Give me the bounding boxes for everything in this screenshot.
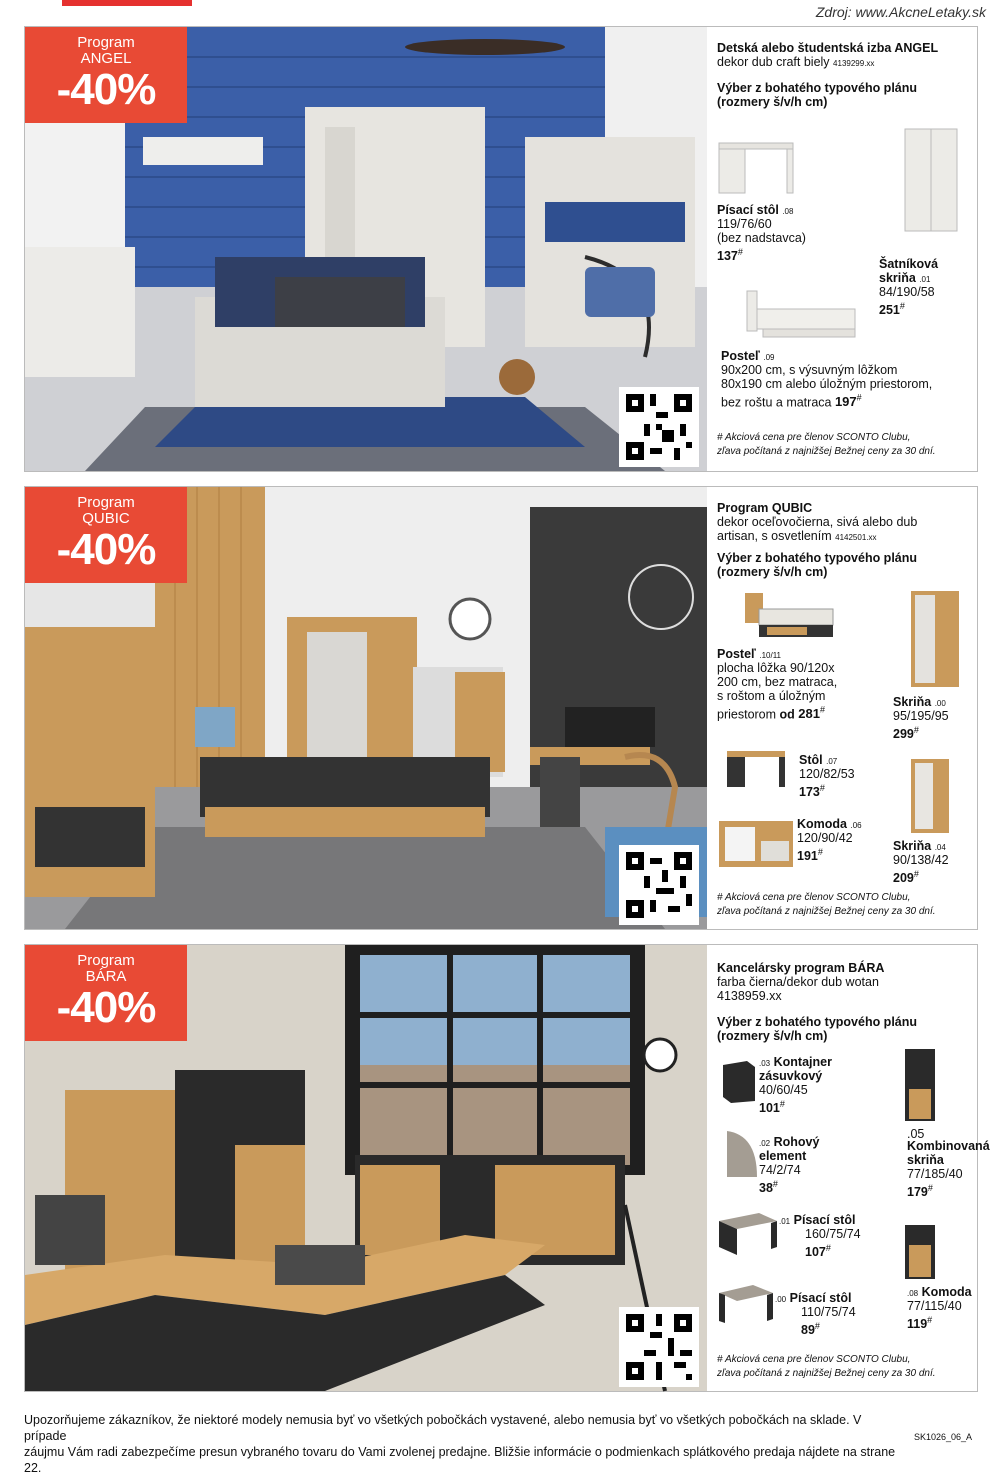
desk-large-thumbnail [715, 1207, 781, 1259]
choice-heading: Výber z bohatého typového plánu [717, 81, 918, 95]
commode-thumbnail [901, 1221, 939, 1283]
bara-info [707, 945, 990, 1391]
item-corner-price [759, 1177, 778, 1195]
price-value: 173 [799, 785, 820, 800]
item-commode-code: .08 [907, 1289, 919, 1298]
item-bed-name: Posteľ [717, 647, 756, 661]
item-bed-line3: s roštom a úložným [717, 689, 826, 703]
price-value: 209 [893, 871, 914, 886]
note-line1: Akciová cena pre členov SCONTO Clubu, [724, 432, 911, 443]
angel-info [707, 27, 977, 471]
choice-heading: Výber z bohatého typového plánu [717, 1015, 918, 1029]
item-bed-line2: 80x190 cm alebo úložným priestorom, [721, 377, 933, 391]
price-mark: # [737, 247, 743, 257]
price-value: 299 [893, 727, 914, 742]
qr-code[interactable] [619, 845, 699, 925]
section-bara [24, 944, 990, 1392]
product-subtitle2: artisan, s osvetlením [717, 529, 832, 543]
price-mark: # [779, 1099, 785, 1109]
item-desk-note: (bez nadstavca) [717, 231, 806, 245]
badge-name: QUBIC [82, 510, 130, 527]
item-shelf-price [893, 867, 919, 885]
item-commode-dims: 77/115/40 [907, 1299, 962, 1313]
item-cabinet-name2: skriňa [907, 1153, 944, 1167]
page-code: SK1026_06_A [913, 1432, 972, 1442]
item-desk-price [799, 781, 825, 799]
item-desk-small-dims: 110/75/74 [801, 1305, 856, 1319]
desk-thumbnail [715, 139, 797, 197]
source-label: Zdroj: www.AkcneLetaky.sk [815, 4, 986, 20]
product-subtitle-row [717, 55, 874, 71]
item-cabinet-code: .05 [907, 1127, 925, 1141]
item-bed-line1: plocha lôžka 90/120x [717, 661, 835, 675]
price-value: 251 [879, 303, 900, 318]
item-cabinet-name: Kombinovaná [907, 1139, 990, 1153]
item-wardrobe-name: Skriňa [893, 695, 932, 709]
combined-cabinet-thumbnail [901, 1045, 939, 1125]
item-desk-large-code: .01 [779, 1217, 791, 1226]
product-code: 4139299.xx [833, 59, 875, 68]
price-mark: # [772, 1179, 778, 1189]
price-mark: # [819, 783, 825, 793]
price-value: 179 [907, 1185, 928, 1200]
wardrobe-thumbnail [907, 587, 963, 691]
price-value: 107 [805, 1245, 826, 1260]
item-desk-name: Písací stôl [717, 203, 779, 217]
note-mark: # [717, 432, 723, 443]
product-subtitle: farba čierna/dekor dub wotan [717, 975, 879, 989]
item-container-dims: 40/60/45 [759, 1083, 808, 1097]
item-desk-large-name: Písací stôl [793, 1213, 856, 1227]
item-bed-price [835, 394, 862, 409]
price-value: 137 [717, 249, 738, 264]
price-mark: # [927, 1315, 933, 1325]
item-desk-large-dims: 160/75/74 [805, 1227, 861, 1241]
badge-discount: -40% [56, 525, 156, 574]
choice-heading-dims: (rozmery š/v/h cm) [717, 1029, 828, 1043]
container-thumbnail [719, 1057, 759, 1105]
item-wardrobe-price [893, 723, 919, 741]
item-bed-prefix: od [779, 707, 795, 722]
price-mark: # [820, 705, 826, 715]
badge-name: ANGEL [80, 50, 132, 67]
price-value: 191 [797, 849, 818, 864]
item-shelf-name: Skriňa [893, 839, 932, 853]
item-bed-line2: 200 cm, bez matraca, [717, 675, 838, 689]
item-desk-small-code: .00 [775, 1295, 787, 1304]
item-desk-name: Stôl [799, 753, 823, 767]
price-mark: # [817, 847, 823, 857]
member-note [717, 891, 910, 904]
item-bed-line3: bez roštu a matraca [721, 395, 832, 410]
section-angel [24, 26, 978, 472]
footer-disclaimer [24, 1412, 904, 1476]
item-wardrobe-code: .01 [919, 275, 931, 284]
bed-thumbnail [741, 589, 837, 643]
choice-heading-dims: (rozmery š/v/h cm) [717, 565, 828, 579]
bed-thumbnail [743, 285, 863, 341]
choice-heading-dims: (rozmery š/v/h cm) [717, 95, 828, 109]
item-corner-name: Rohový [773, 1135, 820, 1149]
item-container-name: Kontajner [773, 1055, 832, 1069]
member-note-2: zľava počítaná z najnižšej Bežnej ceny za 30 dní. [717, 446, 936, 457]
item-container-code: .03 [759, 1059, 771, 1068]
dresser-thumbnail [715, 813, 799, 871]
price-mark: # [913, 869, 919, 879]
item-desk-code: .07 [826, 757, 838, 766]
item-desk-dims: 120/82/53 [799, 767, 855, 781]
corner-element-thumbnail [721, 1127, 761, 1181]
badge-discount: -40% [56, 65, 156, 114]
badge-program: Program [77, 494, 135, 511]
item-wardrobe-code: .00 [934, 699, 946, 708]
shelf-cabinet-thumbnail [907, 755, 953, 837]
product-title: Kancelársky program BÁRA [717, 961, 885, 975]
item-commode-price [907, 1313, 932, 1331]
item-corner-name2: element [759, 1149, 807, 1163]
item-container-name2: zásuvkový [759, 1069, 823, 1083]
member-note-2: zľava počítaná z najnižšej Bežnej ceny za 30 dní. [717, 1368, 936, 1379]
note-line1: Akciová cena pre členov SCONTO Clubu, [724, 1354, 911, 1365]
price-mark: # [927, 1183, 933, 1193]
member-note [717, 431, 910, 444]
price-value: 119 [907, 1317, 928, 1332]
price-mark: # [899, 301, 905, 311]
note-mark: # [717, 892, 723, 903]
item-wardrobe-name: Šatníková [879, 257, 939, 271]
item-wardrobe-price [879, 299, 905, 317]
desk-small-thumbnail [715, 1279, 777, 1329]
discount-badge [25, 487, 187, 583]
item-shelf-code: .04 [934, 843, 946, 852]
choice-heading: Výber z bohatého typového plánu [717, 551, 918, 565]
product-subtitle2-row [717, 529, 877, 545]
price-value: 101 [759, 1101, 780, 1116]
price-mark: # [814, 1321, 820, 1331]
discount-badge [25, 945, 187, 1041]
item-container-price [759, 1097, 785, 1115]
item-corner-code: .02 [759, 1139, 771, 1148]
item-corner-dims: 74/2/74 [759, 1163, 801, 1177]
qubic-info [707, 487, 977, 929]
item-bed-line1: 90x200 cm, s výsuvným lôžkom [721, 363, 898, 377]
product-code: 4142501.xx [835, 533, 877, 542]
discount-badge [25, 27, 187, 123]
section-qubic [24, 486, 978, 930]
item-desk-small-price [801, 1319, 820, 1337]
badge-discount: -40% [56, 983, 156, 1032]
product-title: Detská alebo študentská izba ANGEL [717, 41, 939, 55]
item-shelf-dims: 90/138/42 [893, 853, 949, 867]
item-bed-line4-row [717, 703, 825, 721]
item-bed-code: .09 [763, 353, 775, 362]
member-note [717, 1353, 910, 1366]
item-desk-large-price [805, 1241, 831, 1259]
price-value: 89 [801, 1323, 815, 1338]
item-bed-line3-row [721, 391, 862, 409]
item-bed-code: .10/11 [759, 651, 781, 660]
item-dresser-code: .06 [850, 821, 862, 830]
price-value: 197 [834, 394, 857, 410]
item-wardrobe-dims: 84/190/58 [879, 285, 935, 299]
item-wardrobe-name2: skriňa [879, 271, 916, 285]
item-cabinet-dims: 77/185/40 [907, 1167, 963, 1181]
item-dresser-price [797, 845, 823, 863]
qr-code[interactable] [619, 1307, 699, 1387]
footer-line1: Upozorňujeme zákazníkov, že niektoré modely nemusia byť vo všetkých pobočkách vystavené, alebo nemusia byť vo všetkých pobočkách na sklade. V prípade [24, 1413, 862, 1443]
product-title: Program QUBIC [717, 501, 813, 515]
price-value: 281 [798, 706, 820, 722]
item-desk-small-name: Písací stôl [789, 1291, 852, 1305]
price-mark: # [913, 725, 919, 735]
price-mark: # [856, 393, 862, 403]
badge-program: Program [77, 34, 135, 51]
price-mark: # [825, 1243, 831, 1253]
wardrobe-thumbnail [901, 125, 961, 235]
item-bed-name: Posteľ [721, 349, 760, 363]
badge-program: Program [77, 952, 135, 969]
price-value: 38 [759, 1181, 773, 1196]
member-note-2: zľava počítaná z najnižšej Bežnej ceny za 30 dní. [717, 906, 936, 917]
item-bed-price [798, 706, 825, 721]
qr-code[interactable] [619, 387, 699, 467]
top-red-tab [62, 0, 192, 6]
note-mark: # [717, 1354, 723, 1365]
product-code: 4138959.xx [717, 989, 782, 1003]
item-desk-code: .08 [782, 207, 794, 216]
item-cabinet-price [907, 1181, 933, 1199]
item-commode-name: Komoda [921, 1285, 972, 1299]
desk-thumbnail [723, 745, 789, 791]
item-desk-dims: 119/76/60 [717, 217, 772, 231]
product-subtitle: dekor oceľovočierna, sivá alebo dub [717, 515, 918, 529]
item-wardrobe-dims: 95/195/95 [893, 709, 949, 723]
badge-name: BÁRA [85, 968, 127, 985]
product-subtitle: dekor dub craft biely [717, 55, 830, 69]
note-line1: Akciová cena pre členov SCONTO Clubu, [724, 892, 911, 903]
item-dresser-dims: 120/90/42 [797, 831, 853, 845]
item-dresser-name: Komoda [797, 817, 847, 831]
footer-line2: záujmu Vám radi zabezpečíme presun vybraného tovaru do Vami zvolenej predajne. Bližšie informácie o podmienkach splátkového predaja nájdete na strane 22. [24, 1445, 896, 1475]
item-desk-price [717, 245, 743, 263]
item-bed-line4: priestorom [717, 707, 777, 722]
